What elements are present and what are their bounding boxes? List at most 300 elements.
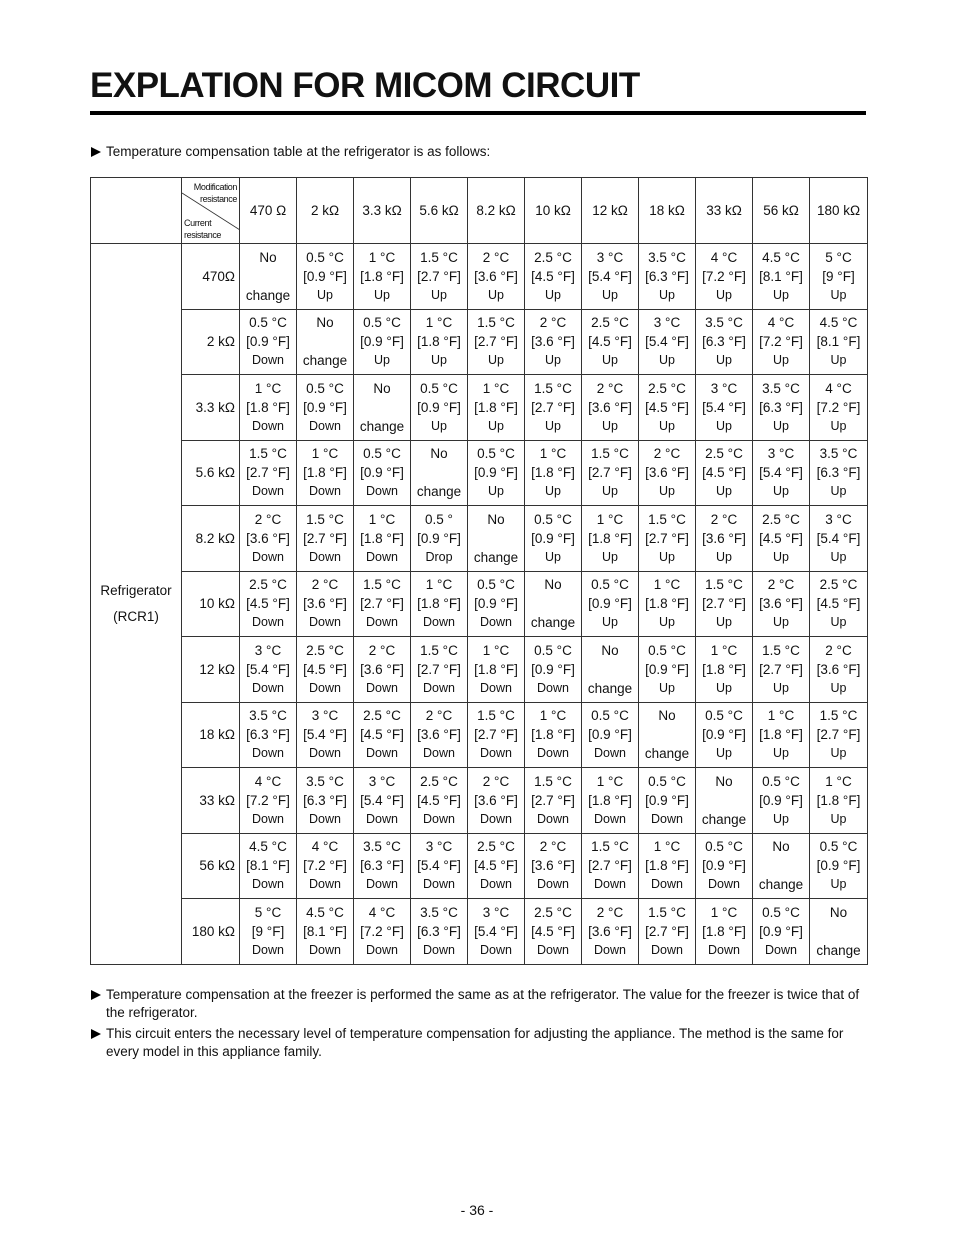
cell-celsius: 2 °C — [368, 642, 396, 658]
cell-celsius: 1.5 °C — [477, 708, 515, 724]
cell-direction: Down — [537, 680, 569, 695]
cell-direction: Up — [659, 549, 675, 564]
cell-fahrenheit: [4.5 °F] — [246, 596, 290, 612]
cell-direction: Down — [366, 615, 398, 630]
cell-fahrenheit: [2.7 °F] — [417, 268, 461, 284]
cell-celsius: No — [430, 446, 448, 462]
cell-celsius: No — [487, 511, 505, 527]
compensation-cell — [240, 637, 297, 703]
cell-fahrenheit: [0.9 °F] — [816, 858, 861, 874]
compensation-cell — [810, 702, 868, 768]
cell-fahrenheit: [2.7 °F] — [759, 661, 803, 677]
cell-direction: Up — [830, 418, 847, 433]
cell-celsius: No — [601, 642, 619, 658]
column-header: 3.3 kΩ — [354, 178, 411, 244]
compensation-cell — [582, 244, 639, 310]
cell-fahrenheit: [4.5 °F] — [531, 268, 575, 284]
cell-fahrenheit: [1.8 °F] — [759, 727, 803, 743]
row-header: 18 kΩ — [182, 702, 240, 768]
cell-direction: change — [758, 877, 804, 893]
cell-fahrenheit — [696, 791, 752, 810]
cell-fahrenheit: [3.6 °F] — [816, 661, 861, 677]
compensation-cell — [639, 833, 696, 899]
cell-direction: Down — [480, 877, 512, 892]
cell-celsius: 4.5 °C — [762, 249, 800, 265]
cell-celsius: 0.5 °C — [363, 315, 401, 331]
compensation-cell — [582, 506, 639, 572]
table-row — [91, 899, 868, 965]
cell-celsius: 1.5 °C — [420, 249, 458, 265]
cell-direction: Up — [716, 680, 732, 695]
compensation-cell — [753, 375, 810, 441]
cell-fahrenheit — [411, 463, 467, 482]
cell-fahrenheit: [5.4 °F] — [303, 727, 347, 743]
row-header: 8.2 kΩ — [182, 506, 240, 572]
cell-celsius: 2.5 °C — [591, 315, 629, 331]
cell-direction: Down — [480, 811, 512, 826]
cell-fahrenheit: [0.9 °F] — [474, 465, 518, 481]
compensation-cell — [354, 702, 411, 768]
compensation-cell — [753, 309, 810, 375]
compensation-cell — [525, 440, 582, 506]
table-row — [91, 768, 868, 834]
table-row — [91, 702, 868, 768]
cell-fahrenheit: [8.1 °F] — [759, 268, 803, 284]
cell-celsius: 3.5 °C — [306, 773, 344, 789]
cell-direction: Down — [651, 811, 683, 826]
cell-fahrenheit: [0.9 °F] — [417, 530, 461, 546]
cell-direction: Up — [773, 615, 789, 630]
cell-fahrenheit: [1.8 °F] — [360, 268, 404, 284]
cell-direction: Up — [716, 418, 732, 433]
cell-direction: Up — [773, 418, 789, 433]
cell-direction: Down — [309, 942, 341, 957]
compensation-cell — [525, 768, 582, 834]
cell-celsius: 0.5 °C — [420, 380, 458, 396]
cell-fahrenheit: [2.7 °F] — [474, 727, 518, 743]
cell-fahrenheit: [2.7 °F] — [588, 858, 632, 874]
compensation-cell — [753, 768, 810, 834]
cell-celsius: 4 °C — [767, 315, 795, 331]
compensation-cell — [411, 637, 468, 703]
cell-direction: Up — [830, 353, 847, 368]
cell-direction: change — [302, 353, 348, 369]
compensation-cell — [468, 571, 525, 637]
cell-fahrenheit: [8.1 °F] — [303, 923, 347, 939]
compensation-cell — [696, 768, 753, 834]
cell-fahrenheit: [0.9 °F] — [588, 727, 632, 743]
cell-celsius: 2 °C — [482, 773, 510, 789]
cell-fahrenheit — [753, 856, 809, 875]
cell-direction: change — [530, 615, 576, 631]
cell-celsius: 3.5 °C — [249, 708, 287, 724]
cell-celsius: 1.5 °C — [591, 446, 629, 462]
cell-fahrenheit — [297, 332, 353, 351]
page-title: EXPLATION FOR MICOM CIRCUIT — [90, 66, 640, 105]
table-row — [91, 637, 868, 703]
cell-direction: Up — [602, 549, 618, 564]
cell-fahrenheit: [0.9 °F] — [474, 596, 518, 612]
cell-fahrenheit: [3.6 °F] — [759, 596, 803, 612]
cell-fahrenheit: [0.9 °F] — [588, 596, 632, 612]
cell-celsius: 4.5 °C — [306, 904, 344, 920]
compensation-cell — [753, 833, 810, 899]
cell-celsius: 4 °C — [254, 773, 282, 789]
cell-fahrenheit: [1.8 °F] — [531, 727, 575, 743]
cell-celsius: 2.5 °C — [534, 249, 572, 265]
compensation-cell — [639, 440, 696, 506]
cell-celsius: 2.5 °C — [705, 446, 743, 462]
cell-celsius: No — [373, 380, 391, 396]
cell-direction: Up — [773, 549, 789, 564]
compensation-cell — [411, 440, 468, 506]
circuit-note-bullet — [91, 1025, 866, 1061]
cell-celsius: 2 °C — [767, 577, 795, 593]
cell-fahrenheit: [3.6 °F] — [588, 399, 632, 415]
intro-bullet — [91, 143, 866, 161]
intro-text: Temperature compensation table at the refrigerator is as follows: — [106, 144, 491, 159]
cell-direction: change — [245, 287, 291, 303]
cell-fahrenheit: [4.5 °F] — [816, 596, 861, 612]
row-header: 2 kΩ — [182, 309, 240, 375]
cell-fahrenheit: [3.6 °F] — [531, 858, 575, 874]
column-header: 5.6 kΩ — [411, 178, 468, 244]
cell-direction: Up — [545, 484, 561, 499]
cell-direction: Up — [716, 484, 732, 499]
cell-celsius: 2 °C — [710, 511, 738, 527]
cell-direction: Up — [716, 287, 732, 302]
cell-fahrenheit: [3.6 °F] — [474, 792, 518, 808]
compensation-cell — [411, 899, 468, 965]
cell-fahrenheit: [5.4 °F] — [246, 661, 290, 677]
compensation-cell — [297, 637, 354, 703]
cell-fahrenheit: [1.8 °F] — [702, 923, 746, 939]
cell-fahrenheit: [2.7 °F] — [474, 334, 518, 350]
cell-direction: Down — [594, 746, 626, 761]
cell-direction: Up — [431, 418, 447, 433]
cell-celsius: 1 °C — [425, 577, 453, 593]
cell-celsius: 1 °C — [539, 708, 567, 724]
compensation-cell — [468, 899, 525, 965]
cell-celsius: 1 °C — [482, 380, 510, 396]
cell-celsius: 0.5 °C — [591, 708, 629, 724]
compensation-cell — [639, 375, 696, 441]
compensation-cell — [525, 702, 582, 768]
cell-direction: Up — [488, 287, 504, 302]
cell-direction: Up — [602, 353, 618, 368]
cell-celsius: 4.5 °C — [249, 839, 287, 855]
cell-celsius: 2 °C — [596, 904, 624, 920]
cell-fahrenheit: [2.7 °F] — [702, 596, 746, 612]
cell-celsius: 0.5 °C — [591, 577, 629, 593]
cell-celsius: No — [829, 904, 848, 920]
compensation-cell — [639, 637, 696, 703]
cell-direction: Down — [765, 942, 797, 957]
compensation-cell — [468, 506, 525, 572]
table-row — [91, 440, 868, 506]
cell-fahrenheit: [4.5 °F] — [588, 334, 632, 350]
cell-direction: Down — [252, 615, 284, 630]
cell-celsius: 2.5 °C — [534, 904, 572, 920]
compensation-cell — [639, 571, 696, 637]
cell-fahrenheit: [4.5 °F] — [474, 858, 518, 874]
cell-fahrenheit: [1.8 °F] — [702, 661, 746, 677]
compensation-cell — [354, 375, 411, 441]
cell-celsius: 3 °C — [254, 642, 282, 658]
compensation-cell — [468, 440, 525, 506]
cell-celsius: 0.5 °C — [306, 249, 344, 265]
cell-fahrenheit: [3.6 °F] — [303, 596, 347, 612]
compensation-cell — [411, 571, 468, 637]
cell-celsius: 1 °C — [596, 511, 624, 527]
cell-fahrenheit: [6.3 °F] — [816, 465, 861, 481]
compensation-cell — [525, 309, 582, 375]
cell-direction: change — [473, 549, 519, 565]
cell-fahrenheit: [5.4 °F] — [417, 858, 461, 874]
cell-fahrenheit: [4.5 °F] — [360, 727, 404, 743]
cell-direction: Down — [594, 811, 626, 826]
compensation-cell — [240, 375, 297, 441]
cell-fahrenheit: [1.8 °F] — [303, 465, 347, 481]
compensation-cell — [240, 702, 297, 768]
cell-direction: Down — [252, 484, 284, 499]
table-row — [91, 375, 868, 441]
cell-direction: Down — [708, 877, 740, 892]
cell-celsius: No — [316, 315, 334, 331]
row-header: 33 kΩ — [182, 768, 240, 834]
corner-modification-label: Modification resistance — [193, 182, 237, 204]
cell-celsius: 0.5 °C — [477, 577, 515, 593]
cell-celsius: 2 °C — [539, 839, 567, 855]
compensation-cell — [525, 375, 582, 441]
cell-direction: Down — [366, 484, 398, 499]
compensation-cell — [354, 440, 411, 506]
compensation-cell — [696, 309, 753, 375]
cell-fahrenheit: [0.9 °F] — [303, 268, 347, 284]
cell-celsius: 1 °C — [368, 249, 396, 265]
cell-fahrenheit: [0.9 °F] — [759, 923, 803, 939]
compensation-cell — [468, 768, 525, 834]
compensation-cell — [411, 309, 468, 375]
cell-fahrenheit — [468, 529, 524, 548]
compensation-cell — [297, 506, 354, 572]
compensation-cell — [297, 768, 354, 834]
cell-direction: Down — [594, 942, 626, 957]
cell-direction: Up — [659, 615, 675, 630]
cell-direction: Up — [602, 418, 618, 433]
cell-direction: Up — [773, 746, 789, 761]
compensation-cell — [354, 637, 411, 703]
cell-celsius: 1.5 °C — [477, 315, 515, 331]
refrigerator-group-cell — [91, 244, 182, 965]
compensation-cell — [696, 244, 753, 310]
cell-fahrenheit: [5.4 °F] — [816, 530, 861, 546]
row-header: 470Ω — [182, 244, 240, 310]
cell-fahrenheit: [4.5 °F] — [417, 792, 461, 808]
cell-direction: Up — [659, 287, 675, 302]
compensation-cell — [354, 244, 411, 310]
cell-celsius: 0.5 °C — [534, 511, 572, 527]
cell-celsius: 2 °C — [482, 249, 510, 265]
cell-fahrenheit: [2.7 °F] — [816, 727, 861, 743]
cell-fahrenheit: [9 °F] — [251, 923, 285, 939]
compensation-cell — [468, 702, 525, 768]
cell-fahrenheit: [6.3 °F] — [759, 399, 803, 415]
freezer-note-text: Temperature compensation at the freezer is performed the same as at the refrigerator. The value for the freezer is twice that of the refrigerator. — [106, 987, 860, 1020]
cell-direction: Up — [545, 353, 561, 368]
cell-direction: Up — [830, 484, 847, 499]
cell-celsius: 1 °C — [825, 773, 852, 789]
cell-fahrenheit: [1.8 °F] — [816, 792, 861, 808]
cell-fahrenheit: [0.9 °F] — [246, 334, 290, 350]
row-header: 56 kΩ — [182, 833, 240, 899]
cell-direction: Up — [830, 680, 847, 695]
cell-direction: Up — [374, 353, 390, 368]
cell-direction: Up — [431, 353, 447, 368]
compensation-cell — [354, 899, 411, 965]
compensation-cell — [354, 309, 411, 375]
compensation-cell — [354, 768, 411, 834]
cell-fahrenheit: [6.3 °F] — [303, 792, 347, 808]
cell-celsius: 4 °C — [825, 380, 852, 396]
cell-celsius: 2.5 °C — [762, 511, 800, 527]
cell-direction: Down — [651, 942, 683, 957]
cell-celsius: 1 °C — [482, 642, 510, 658]
cell-celsius: 4 °C — [368, 904, 396, 920]
group-label-line: Refrigerator — [100, 582, 172, 598]
compensation-cell — [753, 571, 810, 637]
cell-celsius: 0.5 °C — [819, 839, 858, 855]
cell-celsius: No — [658, 708, 676, 724]
cell-fahrenheit: [9 °F] — [822, 268, 855, 284]
cell-celsius: 2.5 °C — [249, 577, 287, 593]
cell-fahrenheit: [1.8 °F] — [645, 596, 689, 612]
cell-fahrenheit: [2.7 °F] — [303, 530, 347, 546]
cell-celsius: 2.5 °C — [648, 380, 686, 396]
cell-celsius: 1.5 °C — [363, 577, 401, 593]
compensation-cell — [582, 571, 639, 637]
cell-fahrenheit: [3.6 °F] — [246, 530, 290, 546]
cell-fahrenheit: [2.7 °F] — [246, 465, 290, 481]
cell-direction: Up — [773, 811, 789, 826]
compensation-cell — [696, 637, 753, 703]
cell-celsius: 2 °C — [539, 315, 567, 331]
row-header: 10 kΩ — [182, 571, 240, 637]
cell-fahrenheit: [5.4 °F] — [588, 268, 632, 284]
cell-fahrenheit: [3.6 °F] — [588, 923, 632, 939]
cell-direction: Up — [488, 353, 504, 368]
cell-fahrenheit: [3.6 °F] — [702, 530, 746, 546]
compensation-cell — [411, 702, 468, 768]
cell-direction: Up — [659, 353, 675, 368]
compensation-cell — [810, 571, 868, 637]
circuit-note-text: This circuit enters the necessary level of temperature compensation for adjusting the appliance. The method is the same for every model in this appliance family. — [106, 1026, 844, 1059]
compensation-cell — [753, 506, 810, 572]
compensation-cell — [297, 309, 354, 375]
cell-direction: Up — [317, 287, 333, 302]
cell-fahrenheit: [4.5 °F] — [645, 399, 689, 415]
compensation-cell — [240, 899, 297, 965]
cell-celsius: 1.5 °C — [306, 511, 344, 527]
cell-fahrenheit: [4.5 °F] — [702, 465, 746, 481]
cell-direction: Down — [537, 811, 569, 826]
cell-celsius: 1 °C — [710, 642, 738, 658]
compensation-cell — [753, 440, 810, 506]
cell-fahrenheit — [525, 594, 581, 613]
cell-celsius: 2.5 °C — [420, 773, 458, 789]
temperature-compensation-table — [90, 177, 868, 965]
cell-celsius: 1.5 °C — [249, 446, 287, 462]
column-header: 33 kΩ — [696, 178, 753, 244]
cell-direction: change — [816, 942, 861, 958]
compensation-cell — [696, 833, 753, 899]
cell-fahrenheit: [5.4 °F] — [360, 792, 404, 808]
cell-fahrenheit: [8.1 °F] — [816, 334, 861, 350]
compensation-cell — [582, 768, 639, 834]
cell-celsius: 3 °C — [653, 315, 681, 331]
compensation-cell — [639, 768, 696, 834]
compensation-cell — [411, 506, 468, 572]
compensation-cell — [696, 571, 753, 637]
cell-celsius: 2.5 °C — [477, 839, 515, 855]
cell-direction: Up — [545, 549, 561, 564]
row-header: 5.6 kΩ — [182, 440, 240, 506]
cell-fahrenheit: [7.2 °F] — [759, 334, 803, 350]
cell-direction: Up — [716, 549, 732, 564]
cell-celsius: 1 °C — [254, 380, 282, 396]
compensation-cell — [411, 244, 468, 310]
compensation-cell — [297, 899, 354, 965]
compensation-cell — [753, 899, 810, 965]
compensation-cell — [582, 309, 639, 375]
cell-celsius: 3.5 °C — [705, 315, 743, 331]
cell-direction: change — [416, 484, 462, 500]
cell-direction: Down — [366, 811, 398, 826]
cell-fahrenheit: [2.7 °F] — [531, 792, 575, 808]
compensation-cell — [525, 637, 582, 703]
compensation-cell — [810, 244, 868, 310]
cell-direction: Down — [537, 877, 569, 892]
cell-direction: Up — [488, 418, 504, 433]
compensation-cell — [639, 702, 696, 768]
cell-celsius: 1.5 °C — [648, 511, 686, 527]
compensation-cell — [297, 571, 354, 637]
cell-fahrenheit: [3.6 °F] — [531, 334, 575, 350]
compensation-cell — [240, 309, 297, 375]
cell-celsius: 4 °C — [710, 249, 738, 265]
table-row — [91, 506, 868, 572]
cell-fahrenheit: [0.9 °F] — [702, 858, 746, 874]
column-header: 470 Ω — [240, 178, 297, 244]
cell-direction: Down — [594, 877, 626, 892]
column-header: 12 kΩ — [582, 178, 639, 244]
compensation-cell — [753, 702, 810, 768]
compensation-cell — [240, 571, 297, 637]
row-header: 12 kΩ — [182, 637, 240, 703]
compensation-cell — [810, 375, 868, 441]
cell-direction: Down — [309, 877, 341, 892]
row-header: 3.3 kΩ — [182, 375, 240, 441]
cell-direction: Down — [537, 746, 569, 761]
cell-celsius: 5 °C — [254, 904, 282, 920]
compensation-cell — [696, 440, 753, 506]
cell-direction: Down — [537, 942, 569, 957]
compensation-cell — [696, 375, 753, 441]
cell-direction: Up — [659, 484, 675, 499]
cell-celsius: 3 °C — [311, 708, 339, 724]
compensation-cell — [753, 244, 810, 310]
compensation-cell — [753, 637, 810, 703]
